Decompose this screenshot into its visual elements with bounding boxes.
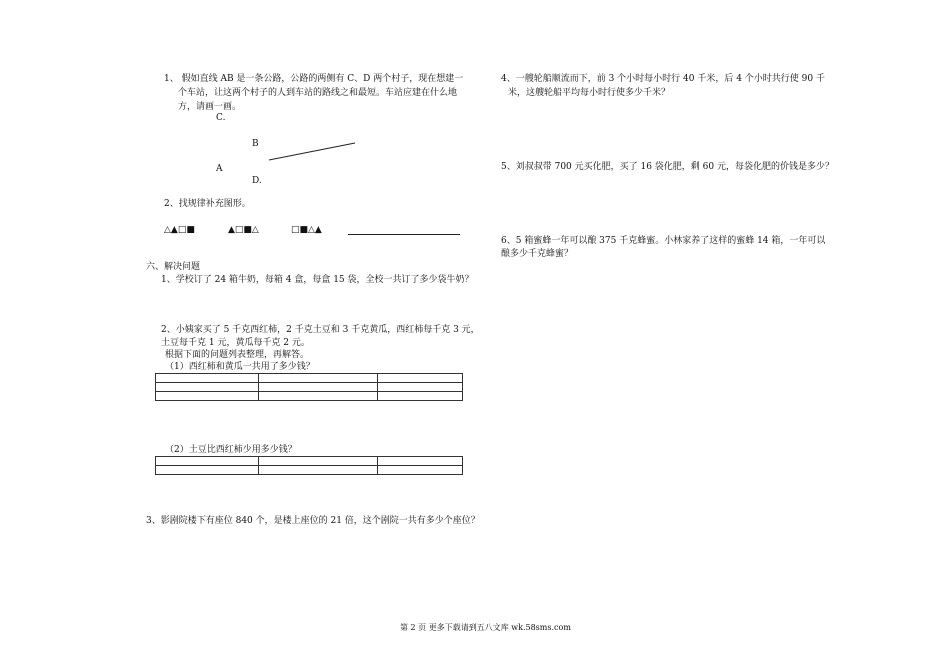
label-a: A	[216, 164, 223, 174]
answer-blank-line[interactable]	[348, 234, 460, 235]
table-row	[156, 392, 463, 401]
problem-2-line2: 土豆每千克 1 元，黄瓜每千克 2 元。	[161, 338, 310, 348]
label-b: B	[252, 139, 259, 149]
table-cell[interactable]	[156, 392, 259, 401]
table-row	[156, 466, 463, 475]
section-6-heading: 六、解决问题	[146, 262, 201, 272]
pattern-2: ▲□■△	[228, 225, 259, 235]
table-1[interactable]	[155, 373, 463, 401]
table-cell[interactable]	[378, 466, 463, 475]
problem-6-line2: 酿多少千克蜂蜜？	[501, 249, 574, 259]
table-cell[interactable]	[259, 383, 378, 392]
table-cell[interactable]	[259, 466, 378, 475]
problem-2-line1: 2、小姨家买了 5 千克西红柿，2 千克土豆和 3 千克黄瓜，西红柿每千克 3 元，	[161, 325, 480, 335]
label-c: C.	[216, 113, 226, 123]
q1-text-line2: 个车站，让这两个村子的人到车站的路线之和最短。车站应建在什么地	[178, 88, 458, 98]
table-cell[interactable]	[259, 457, 378, 466]
label-d: D.	[252, 176, 262, 186]
problem-3: 3、影剧院楼下有座位 840 个，是楼上座位的 21 倍，这个剧院一共有多少个座位？	[146, 516, 480, 526]
q1-text-line1: 1、 假如直线 AB 是一条公路，公路的两侧有 C、D 两个村子，现在想建一	[164, 74, 464, 84]
pattern-3: □■△▲	[291, 225, 322, 235]
problem-4-line2: 米，这艘轮船平均每小时行使多少千米？	[508, 88, 671, 98]
problem-1: 1、学校订了 24 箱牛奶，每箱 4 盒，每盒 15 袋，全校一共订了多少袋牛奶？	[161, 275, 474, 285]
table-cell[interactable]	[259, 374, 378, 383]
q2-text: 2、找规律补充图形。	[164, 199, 251, 209]
problem-6-line1: 6、5 箱蜜蜂一年可以酿 375 千克蜂蜜。小林家养了这样的蜜蜂 14 箱，一年可以	[501, 236, 826, 246]
problem-2-instruction: 根据下面的问题列表整理，再解答。	[165, 350, 310, 360]
table-cell[interactable]	[378, 374, 463, 383]
pattern-1: △▲□■	[164, 225, 195, 235]
table-cell[interactable]	[259, 392, 378, 401]
table-row	[156, 374, 463, 383]
table-row	[156, 457, 463, 466]
table-cell[interactable]	[378, 457, 463, 466]
problem-2-sub2: （2）土豆比西红柿少用多少钱？	[165, 445, 297, 455]
problem-2-sub1: （1）西红柿和黄瓜一共用了多少钱？	[165, 362, 315, 372]
table-cell[interactable]	[156, 383, 259, 392]
table-cell[interactable]	[378, 392, 463, 401]
q1-text-line3: 方，请画一画。	[178, 102, 242, 112]
table-2[interactable]	[155, 456, 463, 475]
table-cell[interactable]	[156, 374, 259, 383]
problem-4-line1: 4、一艘轮船顺流而下，前 3 个小时每小时行 40 千米，后 4 个小时共行使 90 千	[501, 74, 825, 84]
problem-5: 5、刘叔叔带 700 元买化肥，买了 16 袋化肥，剩 60 元，每袋化肥的价钱是多少？	[501, 162, 834, 172]
table-row	[156, 383, 463, 392]
table-cell[interactable]	[378, 383, 463, 392]
table-cell[interactable]	[156, 457, 259, 466]
table-cell[interactable]	[156, 466, 259, 475]
page-footer: 第 2 页 更多下载请到五八文库 wk.58sms.com	[400, 623, 571, 632]
